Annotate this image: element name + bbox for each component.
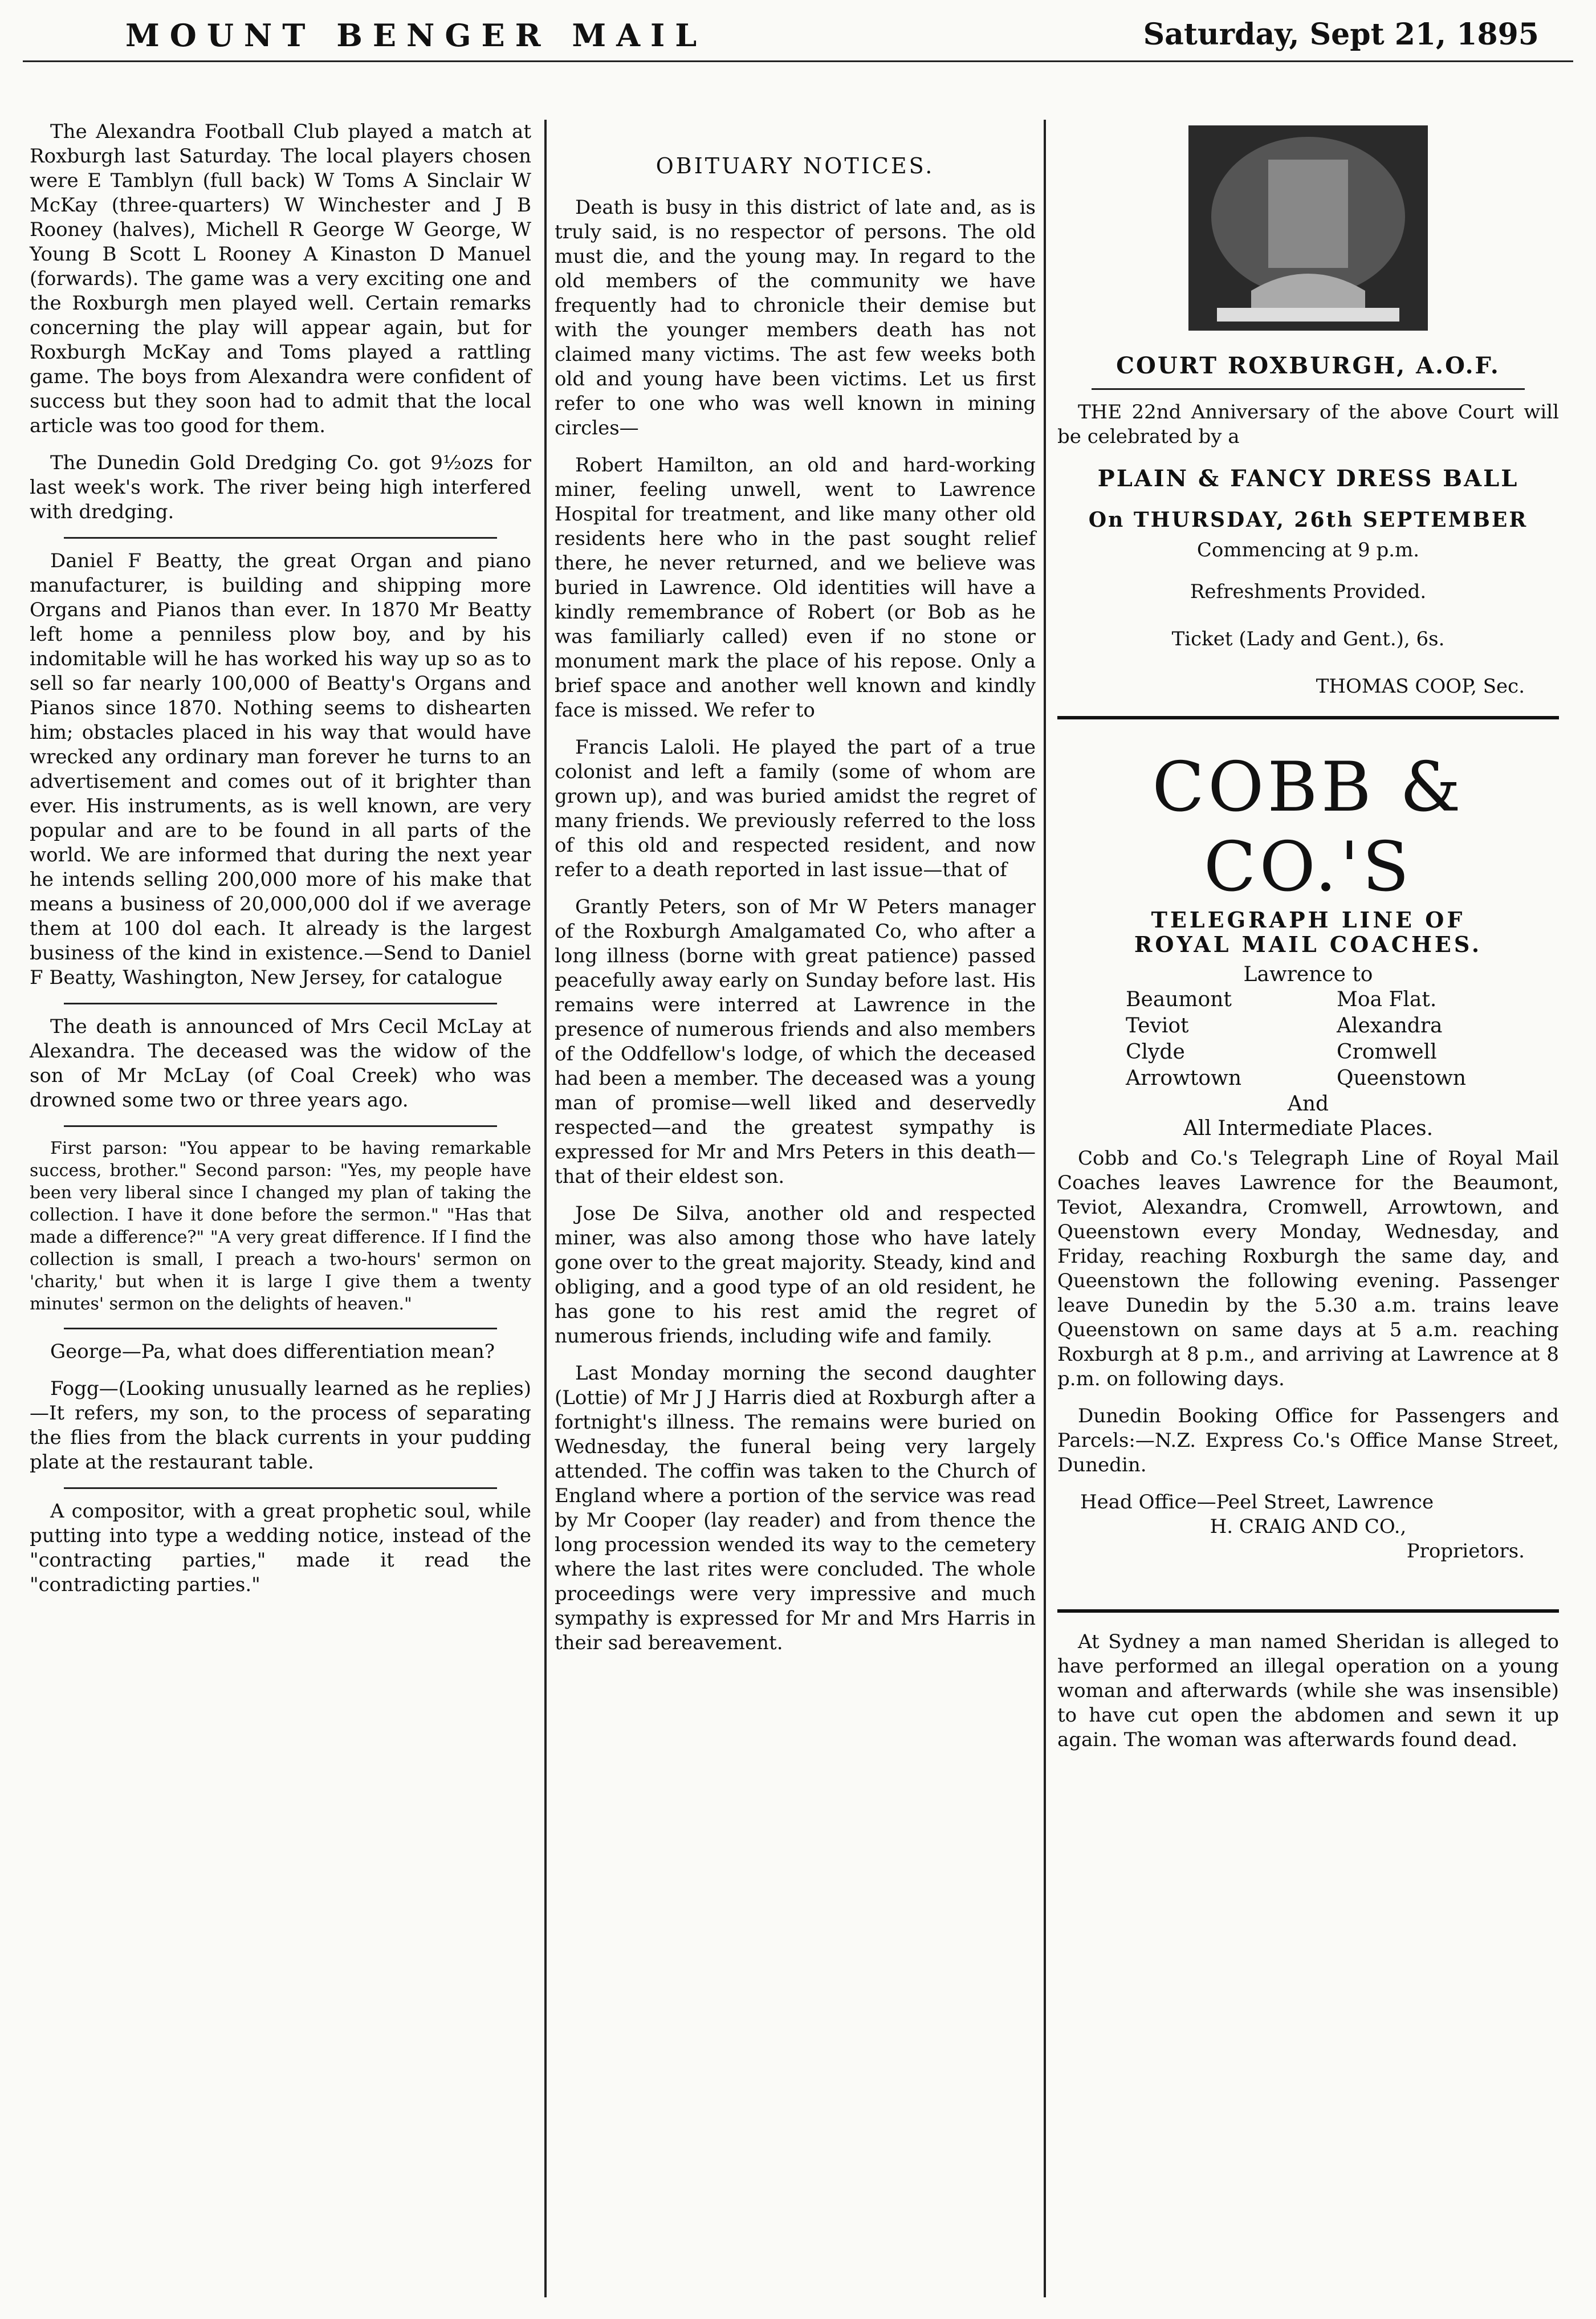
football-article: The Alexandra Football Club played a match at Roxburgh last Saturday. The local players chosen were E Tamblyn (full back) W Toms A Sinclair W McKay (three-quarters) W Winchester and J B Rooney (halves), Michell R George W George, W Young B Scott L Rooney A Kinaston D Manuel (forwards). The game was a very exciting one and the Roxburgh men played well. Certain remarks concerning the play will appear again, but for Roxburgh McKay and Toms played a rattling game. The boys from Alexandra were confident of success but they soon had to admit that the local article was too good for them. <box>30 120 531 437</box>
column-right <box>1057 120 1559 2286</box>
obituary-harris: Last Monday morning the second daughter (Lottie) of Mr J J Harris died at Roxburgh after a fortnight's illness. The remains were buried on Wednesday, the funeral being very largely attended. The coffin was taken to the Church of England where a portion of the service was read by Mr Cooper (lay reader) and from thence the long procession wended its way to the cemetery where the last rites were concluded. The whole proceedings were very impressive and much sympathy is expressed for Mr and Mrs Harris in their sad bereavement. <box>555 1362 1036 1654</box>
town: Arrowtown <box>1126 1067 1242 1090</box>
parson-joke: First parson: "You appear to be having remarkable success, brother." Second parson: "Yes, my people have been very liberal since I changed my plan of taking the collection. I have it done before the sermon." "Has that made a difference?" "A very great difference. If I find the collection is small, I preach a two-hours' sermon on 'charity,' but when it is large I give them a twenty minutes' sermon on the delights of heaven." <box>30 1138 531 1314</box>
divider <box>64 1487 497 1489</box>
court-title: COURT ROXBURGH, A.O.F. <box>1116 352 1500 379</box>
and-label: And <box>1287 1092 1329 1116</box>
proprietors-label: Proprietors. <box>1406 1540 1525 1563</box>
royal-mail: ROYAL MAIL COACHES. <box>1134 931 1483 957</box>
refreshments: Refreshments Provided. <box>1190 580 1427 603</box>
head-office: Head Office—Peel Street, Lawrence <box>1080 1491 1434 1514</box>
telegraph-line: TELEGRAPH LINE OF <box>1151 907 1465 933</box>
obituary-de-silva: Jose De Silva, another old and respected miner, was also among those who have lately gone over to the great majority. Steady, kind and obliging, and a good type of an old resident, he has gone to his rest amid the regret of numerous friends, including wife and family. <box>555 1202 1036 1348</box>
obituary-peters: Grantly Peters, son of Mr W Peters manager of the Roxburgh Amalgamated Co, who after a long illness (borne with great patience) passed peacefully away early on Sunday before last. His remains were interred at Lawrence in the presence of numerous friends and also members of the Oddfellow's lodge, of which the deceased had been a member. The deceased was a young man of promise—well liked and deservedly respected—and the greatest sympathy is expressed for Mr and Mrs Peters in this death—that of their eldest son. <box>555 896 1036 1188</box>
mclay-death-notice: The death is announced of Mrs Cecil McLay at Alexandra. The deceased was the widow of the son of Mr McLay (of Coal Creek) who was drowned some two or three years ago. <box>30 1015 531 1112</box>
divider <box>64 1328 497 1329</box>
masthead-rule <box>23 60 1573 62</box>
town: Queenstown <box>1337 1067 1467 1090</box>
town: Beaumont <box>1126 988 1232 1011</box>
ball-title: PLAIN & FANCY DRESS BALL <box>1097 465 1519 492</box>
heavy-rule <box>1057 1609 1559 1613</box>
ball-time: Commencing at 9 p.m. <box>1196 539 1420 562</box>
ticket-price: Ticket (Lady and Gent.), 6s. <box>1171 628 1445 650</box>
compositor-joke: A compositor, with a great prophetic soul, while putting into type a wedding notice, instead of the "contracting parties," made it read the "contradicting parties." <box>30 1500 531 1596</box>
obituary-hamilton: Robert Hamilton, an old and hard-working miner, feeling unwell, went to Lawrence Hospital for treatment, and like many other old residents here who in the past sought relief there, he never returned, and we believe was buried in Lawrence. Old identities will have a kindly remembrance of Robert (or Bob as he was familiarly called) even if no stone or monument mark the place of his repose. Only a brief space and another well known and kindly face is missed. We refer to <box>555 454 1036 722</box>
obituary-heading: OBITUARY NOTICES. <box>656 153 935 178</box>
cobb-title: COBB & CO.'S <box>1152 748 1464 907</box>
booking-office: Dunedin Booking Office for Passengers and Parcels:—N.Z. Express Co.'s Office Manse Street, Dunedin. <box>1057 1405 1559 1476</box>
beatty-advert: Daniel F Beatty, the great Organ and piano manufacturer, is building and shipping more Organs and Pianos than ever. In 1870 Mr Beatty left home a penniless plow boy, and by his indomitable will he has worked his way up so as to sell so far nearly 100,000 of Beatty's Organs and Pianos since 1870. Nothing seems to dishearten him; obstacles placed in his way that would have wrecked any ordinary man forever he turns to an advertisement and comes out of it brighter than ever. His instruments, as is well known, are very popular and are to be found in all parts of the world. We are informed that during the next year he intends selling 200,000 more of his make that means a business of 20,000,000 dol if we average them at 100 dol each. It already is the largest business of the kind in existence.—Send to Daniel F Beatty, Washington, New Jersey, for catalogue <box>30 550 531 989</box>
divider <box>64 1125 497 1127</box>
dredging-article: The Dunedin Gold Dredging Co. got 9½ozs for last week's work. The river being high interfered with dredging. <box>30 451 531 523</box>
court-anniversary: THE 22nd Anniversary of the above Court will be celebrated by a <box>1057 401 1559 448</box>
town: Clyde <box>1126 1040 1185 1064</box>
divider <box>1092 388 1525 390</box>
heavy-rule <box>1057 716 1559 719</box>
town: Moa Flat. <box>1337 988 1437 1011</box>
ball-date: On THURSDAY, 26th SEPTEMBER <box>1088 508 1528 532</box>
town-list <box>1057 987 1559 1092</box>
intermediate-places: All Intermediate Places. <box>1183 1117 1434 1140</box>
divider <box>64 1003 497 1004</box>
differentiation-question: George—Pa, what does differentiation mean? <box>50 1340 495 1363</box>
masthead <box>23 11 1573 63</box>
town: Teviot <box>1126 1014 1189 1038</box>
town: Alexandra <box>1337 1014 1443 1038</box>
secretary-signature: THOMAS COOP, Sec. <box>1316 675 1525 698</box>
column-left <box>30 120 531 2286</box>
coach-schedule: Cobb and Co.'s Telegraph Line of Royal Mail Coaches leaves Lawrence for the Beaumont, Teviot, Alexandra, Cromwell, Arrowtown, and Queenstown every Monday, Wednesday, and Friday, reaching Roxburgh the same day, and Queenstown the following evening. Passenger leave Dunedin by the 5.30 a.m. trains leave Queenstown on same days at 5 a.m. reaching Roxburgh at 8 p.m., and arriving at Lawrence at 8 p.m. on following days. <box>1057 1147 1559 1390</box>
column-middle <box>544 120 1046 2297</box>
town: Cromwell <box>1337 1040 1437 1064</box>
foresters-emblem-icon <box>1183 120 1434 336</box>
differentiation-answer: Fogg—(Looking unusually learned as he replies)—It refers, my son, to the process of separating the flies from the black currents in your pudding plate at the restaurant table. <box>30 1377 531 1474</box>
proprietor-name: H. CRAIG AND CO., <box>1210 1515 1407 1538</box>
sydney-article: At Sydney a man named Sheridan is alleged to have performed an illegal operation on a young woman and afterwards (while she was insensible) to have cut open the abdomen and sewn it up again. The woman was afterwards found dead. <box>1057 1630 1559 1751</box>
issue-date: Saturday, Sept 21, 1895 <box>1143 17 1539 52</box>
obituary-laloli: Francis Laloli. He played the part of a true colonist and left a family (some of whom are grown up), and was buried amidst the regret of many friends. We previously referred to the loss of this old and respected resident, and now refer to a death reported in last issue—that of <box>555 736 1036 881</box>
lawrence-to: Lawrence to <box>1243 963 1373 986</box>
obituary-intro: Death is busy in this district of late and, as is truly said, is no respector of persons. The old must die, and the young may. In regard to the old members of the community we have frequently had to chronicle their demise but with the younger members death has not claimed many victims. The ast few weeks both old and young have been victims. Let us first refer to one who was well known in mining circles— <box>555 196 1036 440</box>
newspaper-title: MOUNT BENGER MAIL <box>125 17 707 54</box>
divider <box>64 537 497 539</box>
